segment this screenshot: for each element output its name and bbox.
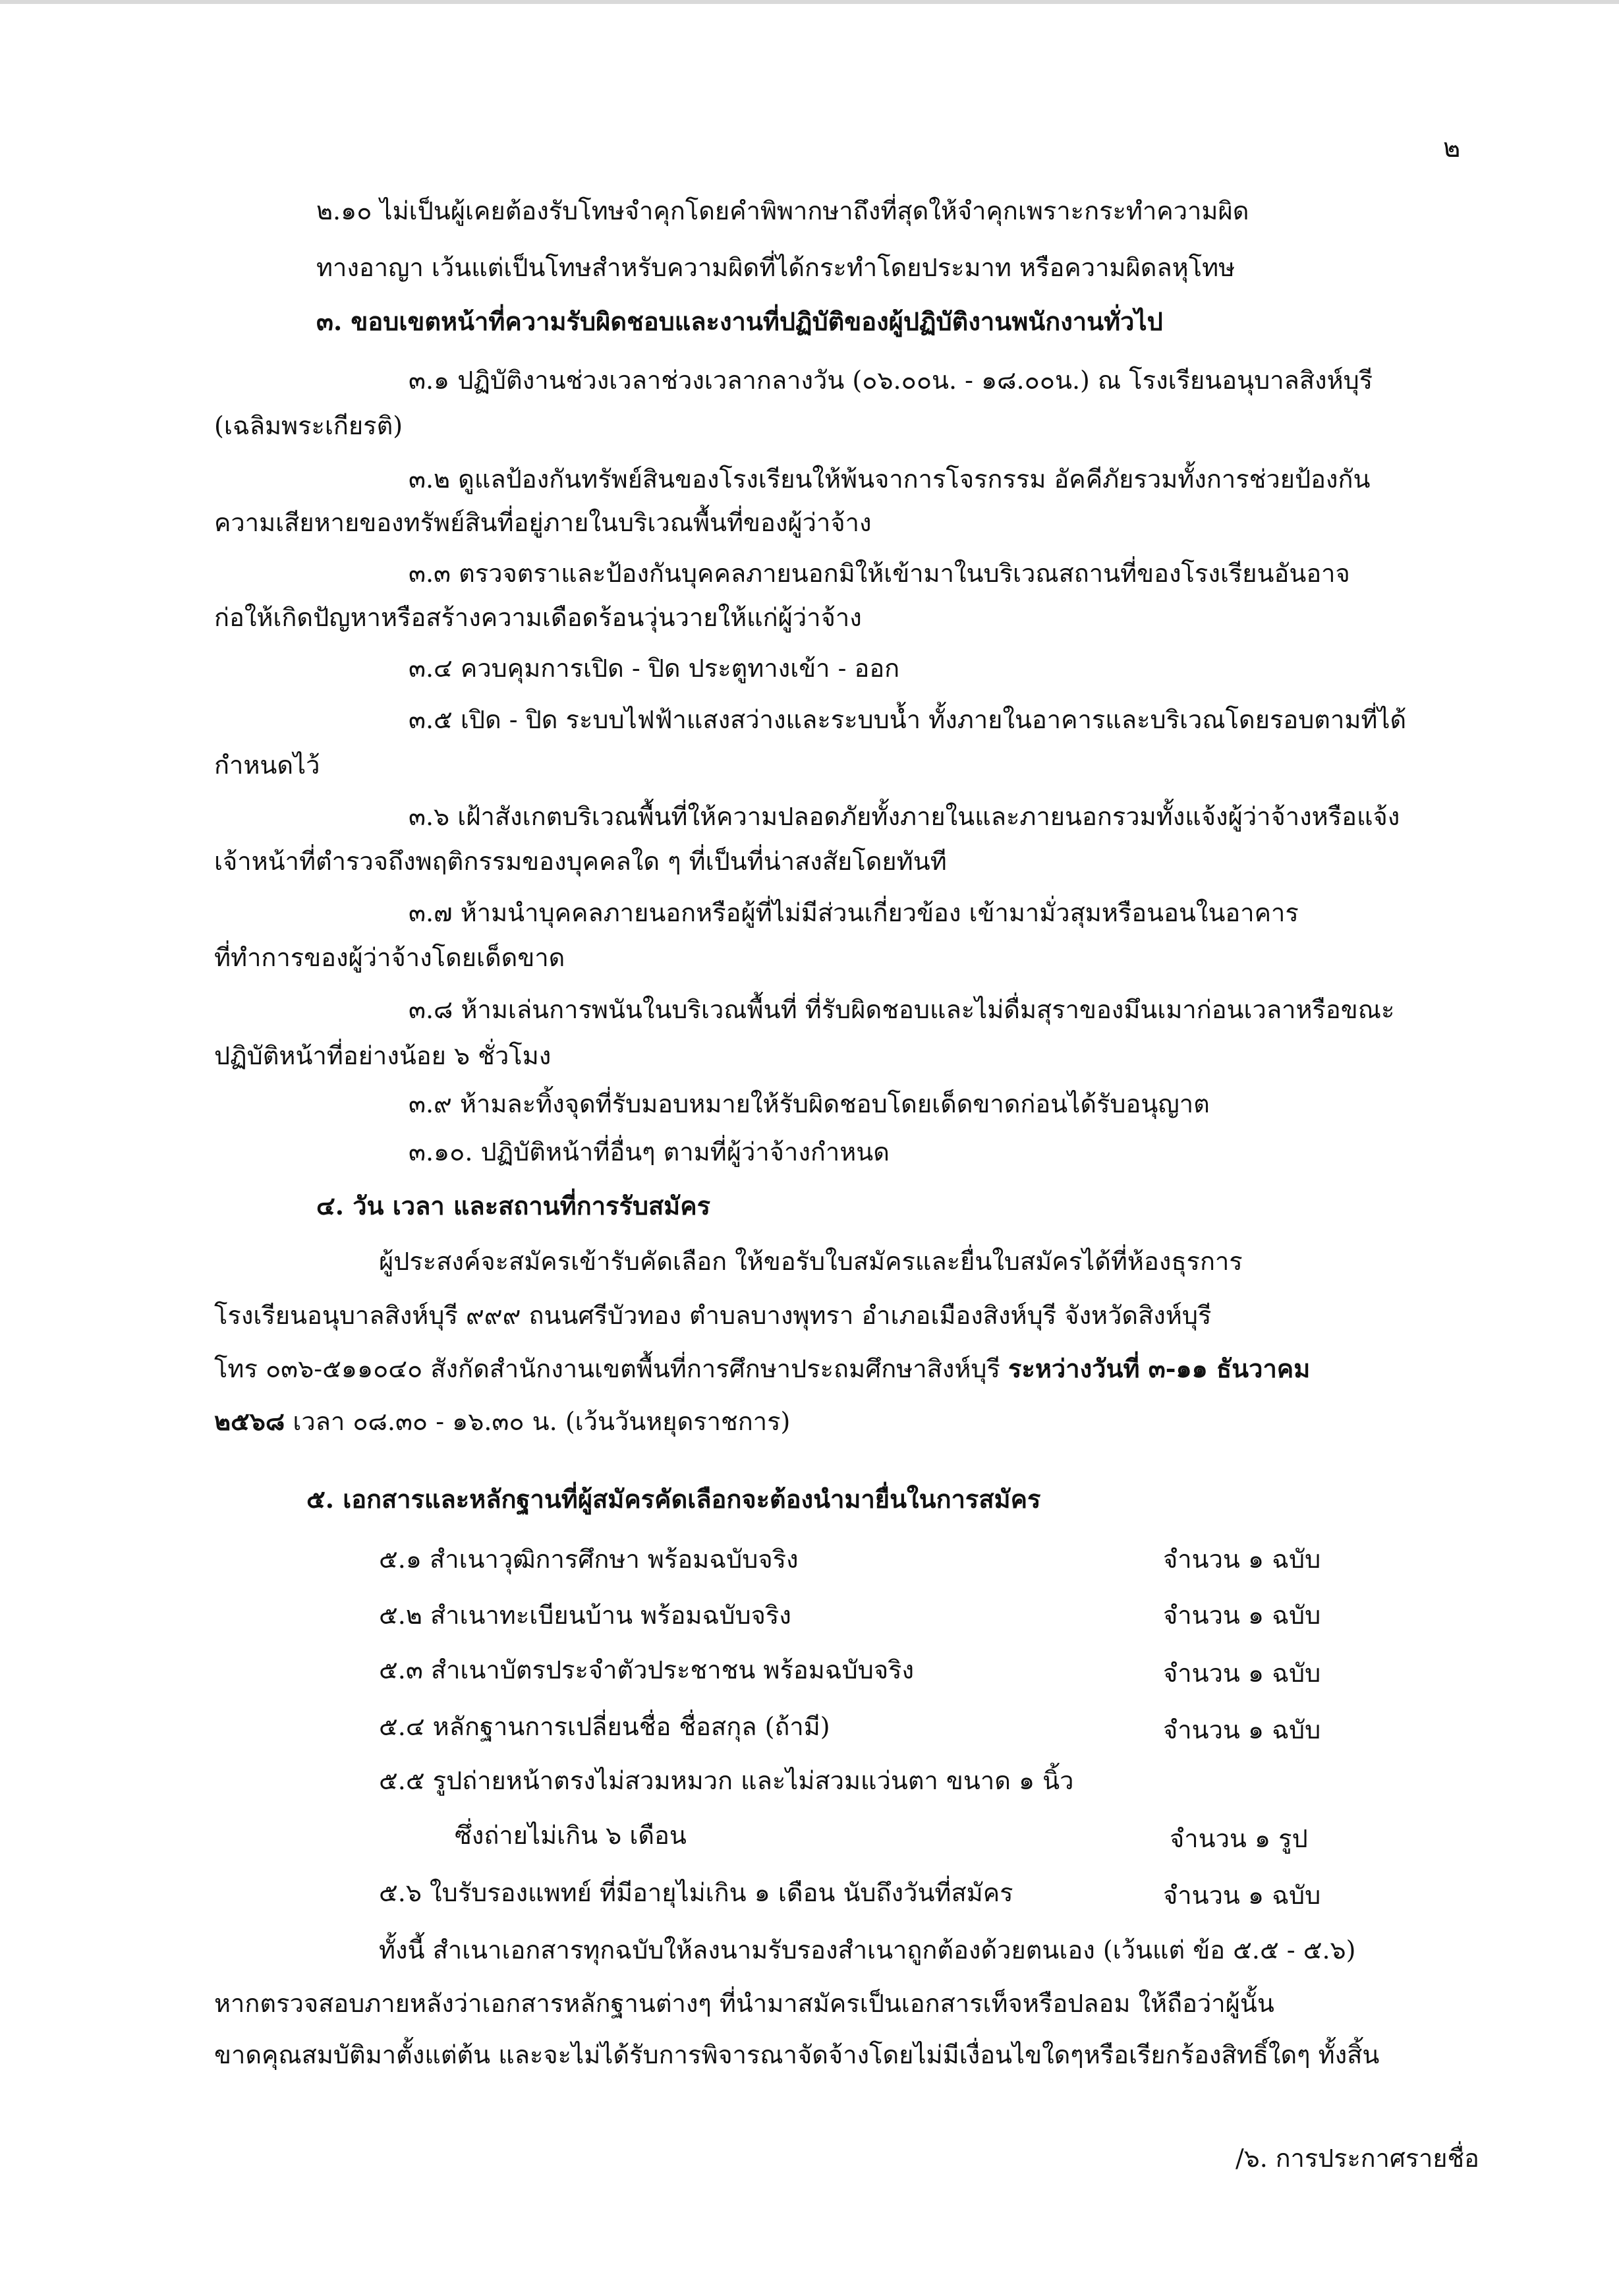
doc-count-5-5: จำนวน ๑ รูป <box>1170 1824 1308 1853</box>
section-5-note-line2: หากตรวจสอบภายหลังว่าเอกสารหลักฐานต่างๆ ที่นำมาสมัครเป็นเอกสารเท็จหรือปลอม ให้ถือว่าผู้นั้น <box>214 1989 1274 2018</box>
section-3-heading: ๓. ขอบเขตหน้าที่ความรับผิดชอบและงานที่ปฏิบัติของผู้ปฏิบัติงานพนักงานทั่วไป <box>316 306 1163 336</box>
doc-item-5-6: ๕.๖ ใบรับรองแพทย์ ที่มีอายุไม่เกิน ๑ เดือน นับถึงวันที่สมัคร <box>379 1878 1013 1907</box>
item-3-6-line2: เจ้าหน้าที่ตำรวจถึงพฤติกรรมของบุคคลใด ๆ ที่เป็นที่น่าสงสัยโดยทันที <box>214 847 947 876</box>
section-4-heading: ๔. วัน เวลา และสถานที่การรับสมัคร <box>316 1191 711 1220</box>
section-4-para-line1: ผู้ประสงค์จะสมัครเข้ารับคัดเลือก ให้ขอรับใบสมัครและยื่นใบสมัครได้ที่ห้องธุรการ <box>379 1247 1243 1276</box>
doc-item-5-1: ๕.๑ สำเนาวุฒิการศึกษา พร้อมฉบับจริง <box>379 1545 799 1574</box>
item-3-9: ๓.๙ ห้ามละทิ้งจุดที่รับมอบหมายให้รับผิดชอบโดยเด็ดขาดก่อนได้รับอนุญาต <box>409 1089 1210 1118</box>
item-3-3-line1: ๓.๓ ตรวจตราและป้องกันบุคคลภายนอกมิให้เข้ามาในบริเวณสถานที่ของโรงเรียนอันอาจ <box>409 559 1350 588</box>
section-5-heading: ๕. เอกสารและหลักฐานที่ผู้สมัครคัดเลือกจะต้องนำมายื่นในการสมัคร <box>306 1484 1041 1514</box>
doc-item-5-3: ๕.๓ สำเนาบัตรประจำตัวประชาชน พร้อมฉบับจริง <box>379 1655 915 1684</box>
doc-count-5-2: จำนวน ๑ ฉบับ <box>1163 1601 1321 1630</box>
doc-count-5-4: จำนวน ๑ ฉบับ <box>1163 1715 1321 1744</box>
continuation-marker: /๖. การประกาศรายชื่อ <box>1236 2144 1479 2173</box>
item-2-10-line2: ทางอาญา เว้นแต่เป็นโทษสำหรับความผิดที่ได้กระทำโดยประมาท หรือความผิดลหุโทษ <box>316 253 1236 282</box>
doc-count-5-3: จำนวน ๑ ฉบับ <box>1163 1659 1321 1688</box>
section-4-year: ๒๕๖๘ <box>214 1406 285 1436</box>
section-4-para-line2: โรงเรียนอนุบาลสิงห์บุรี ๙๙๙ ถนนศรีบัวทอง ตำบลบางพุทรา อำเภอเมืองสิงห์บุรี จังหวัดสิงห์บุรี <box>214 1301 1212 1330</box>
item-3-8-line2: ปฏิบัติหน้าที่อย่างน้อย ๖ ชั่วโมง <box>214 1041 552 1070</box>
item-3-7-line2: ที่ทำการของผู้ว่าจ้างโดยเด็ดขาด <box>214 943 565 972</box>
item-3-8-line1: ๓.๘ ห้ามเล่นการพนันในบริเวณพื้นที่ ที่รับผิดชอบและไม่ดื่มสุราของมึนเมาก่อนเวลาหรือขณะ <box>409 995 1395 1024</box>
page-number: ๒ <box>1443 133 1461 163</box>
doc-item-5-2: ๕.๒ สำเนาทะเบียนบ้าน พร้อมฉบับจริง <box>379 1601 791 1630</box>
item-3-2-line1: ๓.๒ ดูแลป้องกันทรัพย์สินของโรงเรียนให้พ้นจาการโจรกรรม อัคคีภัยรวมทั้งการช่วยป้องกัน <box>409 465 1371 494</box>
section-5-note-line3: ขาดคุณสมบัติมาตั้งแต่ต้น และจะไม่ได้รับการพิจารณาจัดจ้างโดยไม่มีเงื่อนไขใดๆหรือเรียกร้องสิทธิ์ใดๆ ทั้งสิ้น <box>214 2040 1380 2069</box>
section-5-note-line1: ทั้งนี้ สำเนาเอกสารทุกฉบับให้ลงนามรับรองสำเนาถูกต้องด้วยตนเอง (เว้นแต่ ข้อ ๕.๕ - ๕.๖) <box>379 1936 1356 1965</box>
section-4-date-range: ระหว่างวันที่ ๓-๑๑ ธันวาคม <box>1008 1354 1311 1383</box>
item-3-5-line1: ๓.๕ เปิด - ปิด ระบบไฟฟ้าแสงสว่างและระบบน้ำ ทั้งภายในอาคารและบริเวณโดยรอบตามที่ได้ <box>409 705 1407 734</box>
doc-item-5-5-line2: ซึ่งถ่ายไม่เกิน ๖ เดือน <box>455 1821 687 1850</box>
item-2-10-line1: ๒.๑๐ ไม่เป็นผู้เคยต้องรับโทษจำคุกโดยคำพิพากษาถึงที่สุดให้จำคุกเพราะกระทำความผิด <box>316 196 1249 225</box>
item-3-6-line1: ๓.๖ เฝ้าสังเกตบริเวณพื้นที่ให้ความปลอดภัยทั้งภายในและภายนอกรวมทั้งแจ้งผู้ว่าจ้างหรือแจ้ง <box>409 802 1400 831</box>
doc-count-5-1: จำนวน ๑ ฉบับ <box>1163 1545 1321 1574</box>
section-4-hours: เวลา ๐๘.๓๐ - ๑๖.๓๐ น. (เว้นวันหยุดราชการ) <box>285 1407 791 1436</box>
item-3-1-line2: (เฉลิมพระเกียรติ) <box>214 411 403 440</box>
item-3-7-line1: ๓.๗ ห้ามนำบุคคลภายนอกหรือผู้ที่ไม่มีส่วนเกี่ยวข้อง เข้ามามั่วสุมหรือนอนในอาคาร <box>409 898 1299 927</box>
item-3-4: ๓.๔ ควบคุมการเปิด - ปิด ประตูทางเข้า - ออก <box>409 654 900 683</box>
doc-item-5-4: ๕.๔ หลักฐานการเปลี่ยนชื่อ ชื่อสกุล (ถ้ามี) <box>379 1712 830 1741</box>
section-4-para-line3 <box>214 1349 1310 1389</box>
section-4-para-line4 <box>214 1402 790 1441</box>
section-4-contact: โทร ๐๓๖-๕๑๑๐๔๐ สังกัดสำนักงานเขตพื้นที่การศึกษาประถมศึกษาสิงห์บุรี <box>214 1354 1009 1383</box>
item-3-2-line2: ความเสียหายของทรัพย์สินที่อยู่ภายในบริเวณพื้นที่ของผู้ว่าจ้าง <box>214 508 872 537</box>
item-3-5-line2: กำหนดไว้ <box>214 751 320 780</box>
scan-edge <box>0 0 1619 4</box>
doc-count-5-6: จำนวน ๑ ฉบับ <box>1163 1881 1321 1910</box>
item-3-1-line1: ๓.๑ ปฏิบัติงานช่วงเวลาช่วงเวลากลางวัน (๐๖.๐๐น. - ๑๘.๐๐น.) ณ โรงเรียนอนุบาลสิงห์บุรี <box>409 366 1373 395</box>
item-3-3-line2: ก่อให้เกิดปัญหาหรือสร้างความเดือดร้อนวุ่นวายให้แก่ผู้ว่าจ้าง <box>214 603 862 632</box>
item-3-10: ๓.๑๐. ปฏิบัติหน้าที่อื่นๆ ตามที่ผู้ว่าจ้างกำหนด <box>409 1137 890 1166</box>
doc-item-5-5-line1: ๕.๕ รูปถ่ายหน้าตรงไม่สวมหมวก และไม่สวมแว่นตา ขนาด ๑ นิ้ว <box>379 1766 1074 1795</box>
